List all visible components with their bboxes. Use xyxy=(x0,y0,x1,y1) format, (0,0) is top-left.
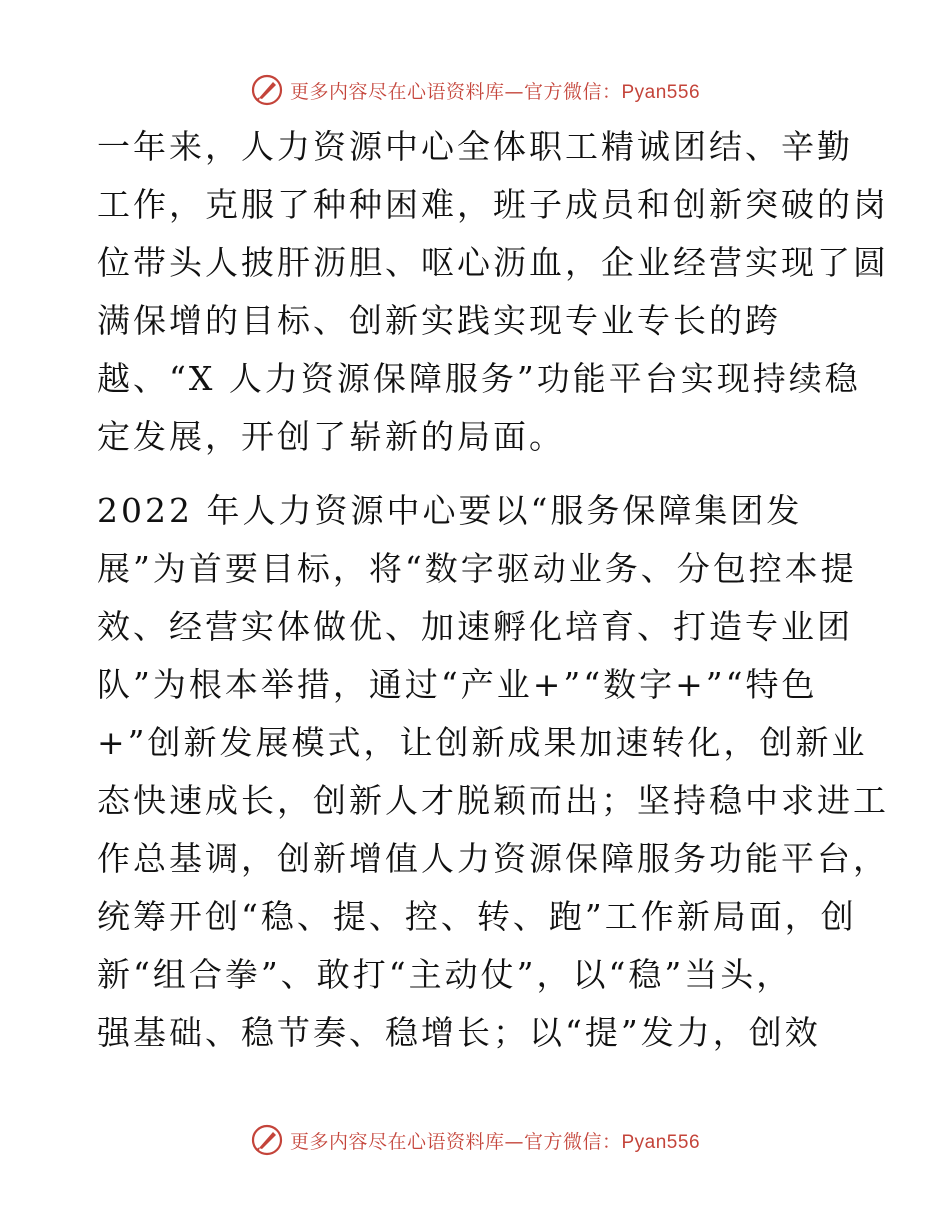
paragraph-spacer xyxy=(97,466,857,482)
watermark-text: 更多内容尽在心语资料库—官方微信：Pyan556 xyxy=(289,80,701,103)
text-line: 2022 年人力资源中心要以“服务保障集团发 xyxy=(97,491,803,530)
text-line: 队”为根本举措，通过“产业+”“数字+”“特色 xyxy=(97,665,818,704)
text-line: 位带头人披肝沥胆、呕心沥血，企业经营实现了圆 xyxy=(97,243,889,282)
text-line: 强基础、稳节奏、稳增长；以“提”发力，创效 xyxy=(97,1013,821,1052)
text-line: 效、经营实体做优、加速孵化培育、打造专业团 xyxy=(97,607,853,646)
footer-watermark xyxy=(0,1120,950,1160)
watermark-text: 更多内容尽在心语资料库—官方微信：Pyan556 xyxy=(289,1130,701,1153)
text-line: 定发展，开创了崭新的局面。 xyxy=(97,417,565,456)
text-line: 态快速成长，创新人才脱颖而出；坚持稳中求进工 xyxy=(97,781,889,820)
paragraph-2 xyxy=(97,482,889,1062)
text-line: 作总基调，创新增值人力资源保障服务功能平台， xyxy=(97,839,889,878)
text-line: 统筹开创“稳、提、控、转、跑”工作新局面，创 xyxy=(97,897,857,936)
text-line: 展”为首要目标，将“数字驱动业务、分包控本提 xyxy=(97,549,857,588)
document-body xyxy=(97,118,889,1062)
header-watermark xyxy=(0,70,950,110)
feather-pen-logo-icon xyxy=(250,1123,284,1157)
text-line: 满保增的目标、创新实践实现专业专长的跨 xyxy=(97,301,781,340)
text-line: 工作，克服了种种困难，班子成员和创新突破的岗 xyxy=(97,185,889,224)
text-line: 越、“X 人力资源保障服务”功能平台实现持续稳 xyxy=(97,359,861,398)
text-line: 新“组合拳”、敢打“主动仗”，以“稳”当头， xyxy=(97,955,793,994)
paragraph-1 xyxy=(97,118,889,466)
text-line: +”创新发展模式，让创新成果加速转化，创新业 xyxy=(97,723,868,762)
text-line: 一年来，人力资源中心全体职工精诚团结、辛勤 xyxy=(97,127,853,166)
feather-pen-logo-icon xyxy=(250,73,284,107)
